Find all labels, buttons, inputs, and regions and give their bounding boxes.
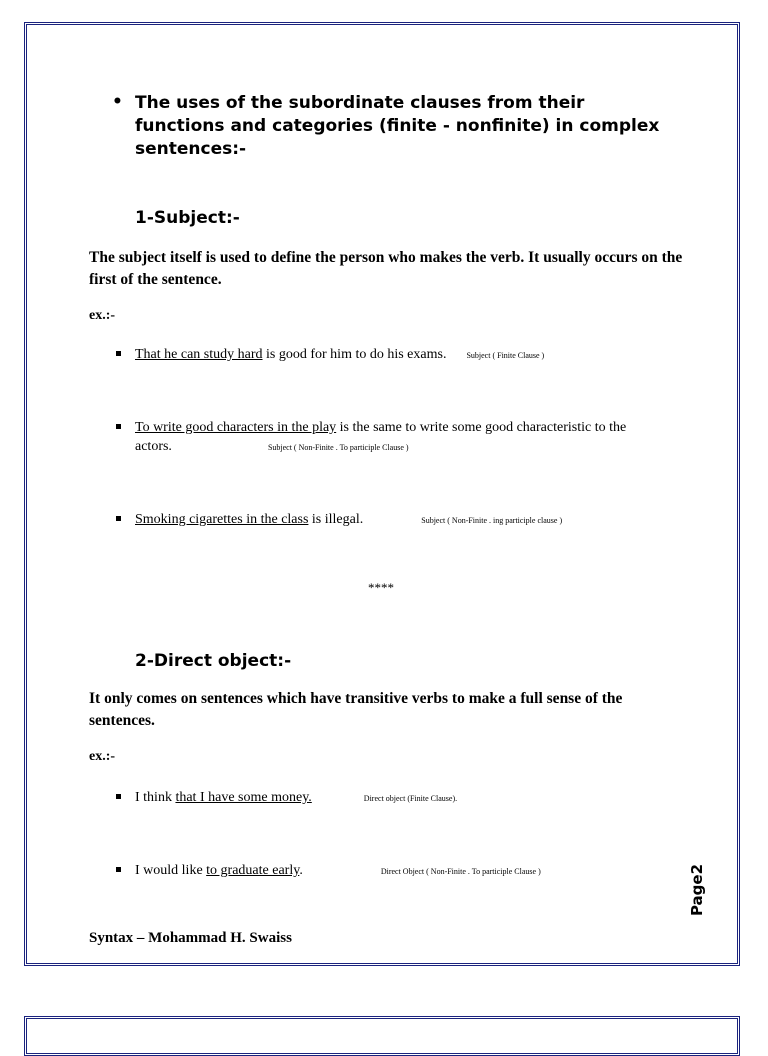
clause-prefix: I think <box>135 790 176 805</box>
list-bullet <box>116 351 121 356</box>
clause-underlined: that I have some money. <box>175 790 312 805</box>
clause-rest: . <box>299 863 303 878</box>
section1-title: 1-Subject:- <box>135 208 240 228</box>
clause-note: Direct Object ( Non-Finite . To participle Clause ) <box>380 867 541 876</box>
footer-text: Syntax – Mohammad H. Swaiss <box>89 930 292 946</box>
clause-rest: is good for him to do his exams. <box>262 347 447 362</box>
page-number: Page2 <box>688 863 706 917</box>
page-border <box>24 22 740 966</box>
heading-bullet: • <box>112 92 123 112</box>
list-item <box>135 345 695 365</box>
clause-rest: is illegal. <box>308 512 364 527</box>
list-bullet <box>116 424 121 429</box>
clause-underlined: That he can study hard <box>135 347 263 362</box>
clause-underlined: To write good characters in the play <box>135 420 337 435</box>
list-item <box>135 788 695 808</box>
section2-title: 2-Direct object:- <box>135 651 292 671</box>
list-bullet <box>116 867 121 872</box>
clause-underlined: Smoking cigarettes in the class <box>135 512 309 527</box>
clause-note: Subject ( Finite Clause ) <box>466 351 545 360</box>
list-item <box>135 510 695 530</box>
separator: **** <box>368 580 394 595</box>
section2-description: It only comes on sentences which have transitive verbs to make a full sense of the sentences. <box>89 690 623 729</box>
clause-note: Direct object (Finite Clause). <box>363 794 458 803</box>
clause-underlined: to graduate early <box>206 863 300 878</box>
clause-note: Subject ( Non-Finite . To participle Clause ) <box>267 443 409 452</box>
list-bullet <box>116 516 121 521</box>
section1-ex-label: ex.:- <box>89 308 116 323</box>
clause-prefix: I would like <box>135 863 207 878</box>
main-heading: The uses of the subordinate clauses from their functions and categories (finite - nonfinite) in complex sentences:- <box>135 93 660 159</box>
list-item <box>135 861 695 881</box>
section1-description: The subject itself is used to define the person who makes the verb. It usually occurs on the first of the sentence. <box>89 249 683 288</box>
clause-rest: is the same to write some good characteristic to the actors. <box>135 420 627 454</box>
section2-ex-label: ex.:- <box>89 749 116 764</box>
next-page-border <box>24 1016 740 1056</box>
clause-note: Subject ( Non-Finite . ing participle clause ) <box>421 516 563 525</box>
list-bullet <box>116 794 121 799</box>
list-item <box>135 418 695 457</box>
